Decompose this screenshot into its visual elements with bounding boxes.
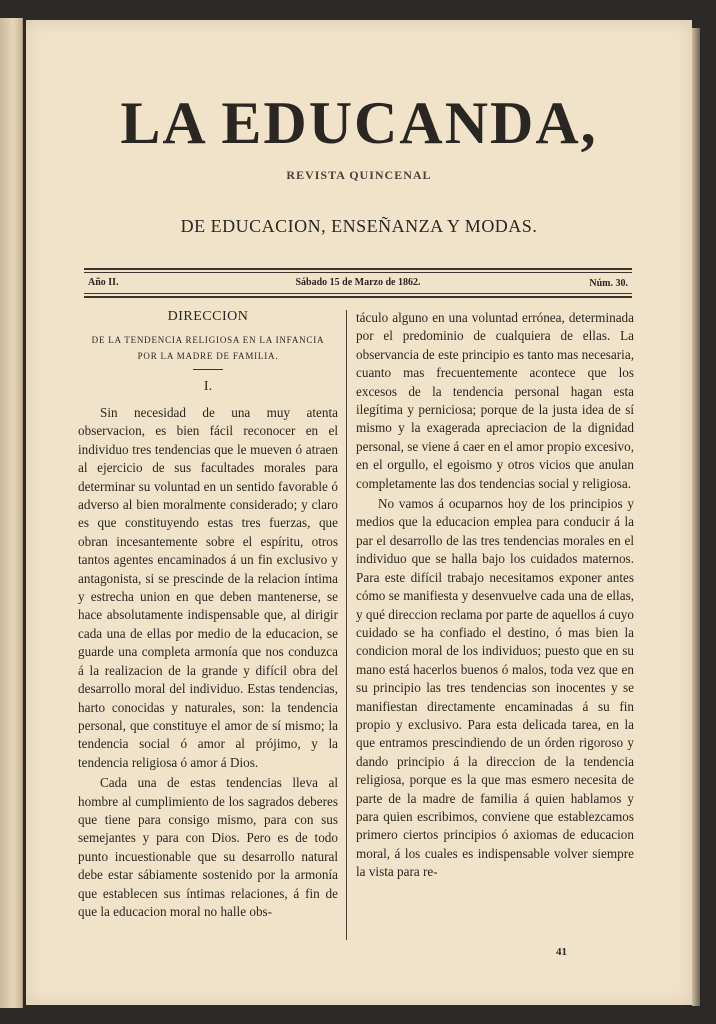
issue-number: Núm. 30. [589,278,628,289]
part-number: I. [203,379,213,394]
issue-year: Año II. [88,277,119,288]
page-number: 41 [556,946,567,958]
paragraph: Sin necesidad de una muy atenta observacion, es bien fácil reconocer en el individuo tres tendencias que le mueven ó atraen al ejercicio de sus facultades morales para determinar su voluntad en un sentido favorable ó adverso al bien moralmente considerado; y claro es que constituyendo estas tres fuerzas, que obran incesantemente sobre el espíritu, otros tantos agentes encaminados á un fin exclusivo y antagonista, si se prescinde de la relacion íntima y estrecha union en que deben mantenerse, se hace absolutamente indispensable que, al dirigir cada una de ellas por medio de la educacion, se guarde una completa armonía que nos conduzca á la realizacion de la grande y difícil obra del desarrollo moral del individuo. Estas tendencias, harto conocidas y naturales, son: la tendencia personal, que constituye el amor de sí mismo; la tendencia social ó amor al prójimo, y la tendencia religiosa ó amor á Dios. [78,405,338,770]
article-heading: DIRECCION [167,309,249,324]
section-divider [193,369,223,370]
masthead-title: LA EDUCANDA, [120,90,598,156]
header-rule-top-thin [84,272,632,273]
article-left-column [78,308,338,923]
article-subheading: DE LA TENDENCIA RELIGIOSA EN LA INFANCIA POR LA MADRE DE FAMILIA. [91,335,325,361]
header-rule-bottom [84,296,632,298]
masthead-tagline: DE EDUCACION, ENSEÑANZA Y MODAS. [180,216,538,236]
newspaper-page [26,20,692,1005]
previous-page-edge [0,18,23,1008]
header-rule-top [84,268,632,270]
column-divider [346,310,347,940]
header-rule-bottom-thin [84,293,632,294]
article-right-column [356,309,634,884]
paragraph: táculo alguno en una voluntad errónea, determinada por el predominio de cualquiera de ellas. La observancia de este principio es tanto mas necesaria, cuanto mas frecuentemente acontece que los excesos de la tendencia personal hagan esta ilegítima y perniciosa; porque de la justa idea de sí mismo y la exagerada apreciacion de la dignidad personal, se viene á caer en el amor propio excesivo, en el orgullo, el egoismo y otros vicios que anulan completamente las dos tendencias social y religiosa. [356,310,634,491]
masthead-subtitle: REVISTA QUINCENAL [286,168,432,182]
paragraph: No vamos á ocuparnos hoy de los principios y medios que la educacion emplea para conducir á la par el desarrollo de las tres tendencias morales en el individuo que se halla bajo los cuidados maternos. Para este difícil trabajo necesitamos exponer antes cómo se manifiesta y desenvuelve cada una de ellas, y qué direccion reclama por parte de aquellos á cuyo cuidado se ha confiado el destino, ó mas bien la condicion moral de los individuos; puesto que en su mano está hacerlos buenos ó malos, toda vez que en su principio las tres tendencias son inocentes y se manifiestan directamente encaminadas á su fin propio y exclusivo. Para esta delicada tarea, en la que entramos prescindiendo de un órden rigoroso y dando principio á la direccion de la tendencia religiosa, porque es la que mas esmero necesita de parte de la madre de familia á quien hablamos y para quien escribimos, conviene que establezcamos primero ciertos principios ó axiomas de educacion moral, á los cuales es indispensable volver siempre la vista para re- [356,496,634,880]
page-edge-shadow [692,28,700,1006]
dateline [88,276,628,292]
issue-date: Sábado 15 de Marzo de 1862. [295,277,421,288]
paragraph: Cada una de estas tendencias lleva al hombre al cumplimiento de los sagrados deberes que tiene para consigo mismo, para con sus semejantes y para con Dios. Pero es de todo punto incuestionable que su desarrollo natural debe estar sábiamente sostenido por la armonía que establecen sus íntimas relaciones, á fin de que la educacion moral no halle obs- [78,775,338,919]
